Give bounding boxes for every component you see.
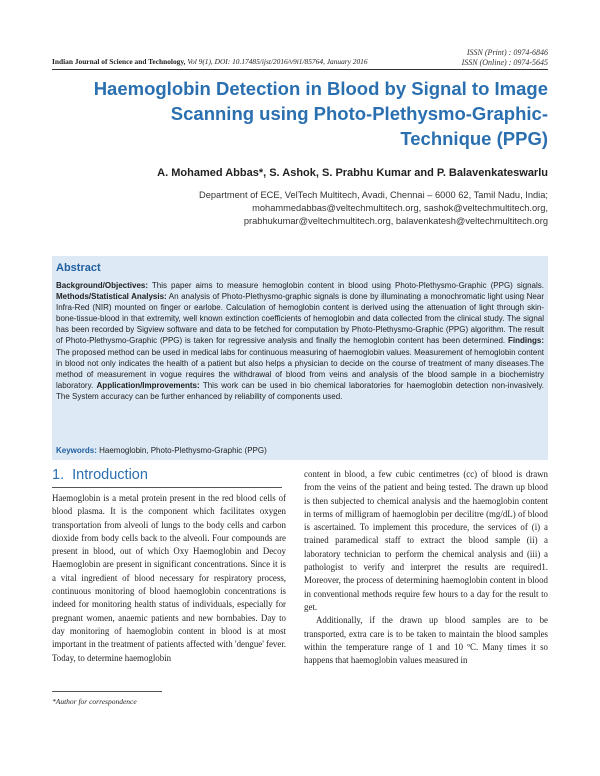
- body-column-right: [304, 468, 548, 667]
- abstract-methods-text: An analysis of Photo-Plethysmo-graphic signals is done by illuminating a monochromatic light using Near Infra-Red (NIR) mounted on finger or earlobe. Calculation of hemoglobin content is derived using the attenuation of light through skin-bone-tissue-blood in that extremity, well known extinction coefficients of hemoglobin and data collected from the clinical study. The signal has been recorded by Sigview software and data to be fetched for computation by Photo-Plethysmo-Graphic (PPG) algorithm. The result of Photo-Plethysmo-Graphic (PPG) is taken for regressive analysis and finally the hemoglobin content has been determined.: [56, 292, 544, 346]
- abstract-findings-label: Findings:: [508, 336, 544, 346]
- footnote-rule: [52, 691, 162, 692]
- abstract-application-label: Application/Improvements:: [96, 380, 200, 390]
- affiliation-line: mohammedabbas@veltechmultitech.org, sashok@veltechmultitech.org,: [252, 203, 548, 213]
- paper-title: [52, 76, 548, 151]
- journal-name: Indian Journal of Science and Technology,: [52, 57, 186, 66]
- section-number: 1.: [52, 467, 65, 483]
- body-column-left: [52, 492, 286, 665]
- section-heading: [52, 467, 148, 483]
- section-title: Introduction: [72, 467, 148, 483]
- issn-online: ISSN (Online) : 0974-5645: [461, 58, 548, 67]
- body-paragraph: content in blood, a few cubic centimetres (cc) of blood is drawn from the veins of the patient and being tested. The drawn up blood is then subjected to chemical analysis and the haemoglobin content in terms of milligram of haemoglobin per decilitre (mg/dL) of blood is ascertained. To implement this procedure, the services of (i) a trained paramedical staff to extract the blood sample (ii) a laboratory technician to perform the chemical analysis and (iii) a pathologist to verify and interpret the results are required1. Moreover, the process of determining haemoglobin content in blood in conventional methods require few hours to a day for the result to get.: [304, 469, 548, 612]
- keywords: [56, 446, 267, 455]
- title-line: Technique (PPG): [400, 128, 548, 149]
- abstract-methods-label: Methods/Statistical Analysis:: [56, 292, 167, 302]
- journal-citation: [52, 57, 368, 66]
- abstract-application-text: This work can be used in bio chemical laboratories for haemoglobin detection non-invasively. The System accuracy can be further enhanced by reliability of components used.: [56, 380, 544, 401]
- affiliation-line: Department of ECE, VelTech Multitech, Avadi, Chennai – 6000 62, Tamil Nadu, India;: [198, 190, 548, 200]
- abstract-heading: Abstract: [56, 262, 101, 274]
- title-line: Haemoglobin Detection in Blood by Signal to Image: [93, 78, 548, 99]
- header-rule: [52, 69, 548, 70]
- affiliation: [52, 189, 548, 228]
- abstract-findings-text: The proposed method can be used in medical labs for continuous measuring of haemoglobin values. Measurement of hemoglobin content in blood not only indicates the health of a patient but also helps a physician to decide on the course of treatment of many diseases.The method of measurement in vogue requires the withdrawal of blood from veins and analysis of the blood sample in a biochemistry laboratory.: [56, 347, 544, 390]
- authors: A. Mohamed Abbas*, S. Ashok, S. Prabhu Kumar and P. Balavenkateswarlu: [157, 167, 548, 179]
- section-rule: [52, 487, 282, 488]
- footnote: *Author for correspondence: [52, 697, 137, 706]
- issn-print: ISSN (Print) : 0974-6846: [466, 48, 548, 57]
- journal-details: Vol 9(1), DOI: 10.17485/ijst/2016/v9i1/85764, January 2016: [185, 57, 368, 66]
- title-line: Scanning using Photo-Plethysmo-Graphic-: [170, 103, 548, 124]
- body-paragraph: Additionally, if the drawn up blood samples are to be transported, extra care is to be taken to maintain the blood samples within the temperature range of 1 and 10 ºC. Many times it so happens that haemoglobin values measured in: [304, 615, 548, 666]
- keywords-label: Keywords:: [56, 446, 97, 455]
- keywords-text: Haemoglobin, Photo-Plethysmo-Graphic (PPG): [96, 446, 267, 455]
- affiliation-line: prabhukumar@veltechmultitech.org, balavenkatesh@veltechmultitech.org: [243, 216, 548, 226]
- abstract-background-label: Background/Objectives:: [56, 281, 149, 290]
- abstract-background-text: This paper aims to measure hemoglobin content in blood using Photo-Plethysmo-Graphic (PPG) signals.: [148, 281, 544, 290]
- body-paragraph: Haemoglobin is a metal protein present in the red blood cells of blood plasma. It is the component which facilitates oxygen transportation from alveoli of lungs to the body cells and carbon dioxide from body cells back to the alveoli. Four compounds are present in blood, out of which Oxy Haemoglobin and Decoy Haemoglobin are present in significant concentrations. Since it is a vital ingredient of blood necessary for respiratory process, continuous monitoring of blood haemoglobin concentrations is indeed for monitoring health status of individuals, especially for pregnant women, anaemic patients and new bornbabies. Day to day monitoring of haemoglobin content in blood is at most important in the treatment of patients affected with 'dengue' fever. Today, to determine haemoglobin: [52, 493, 286, 663]
- abstract-text: [56, 280, 544, 402]
